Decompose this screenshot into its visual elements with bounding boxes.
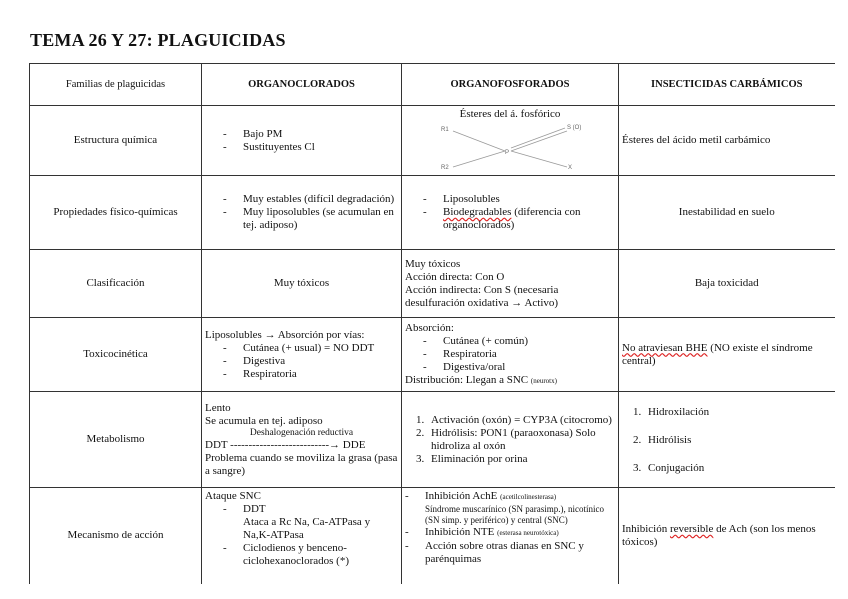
list-item: - Muy liposolubles (se acumulan en tej. adiposo) [223, 206, 398, 232]
list-item: - Acción sobre otras dianas en SNC y parénquimas [405, 540, 615, 566]
cell-of-toxicocinetica [402, 318, 619, 392]
nte-note: (esterasa neurotóxica) [497, 529, 559, 537]
row-estructura [30, 106, 835, 176]
row-mecanismo [30, 488, 835, 584]
list-item: - Cutánea (+ usual) = NO DDT [223, 342, 398, 355]
cell-oc-mecanismo [202, 488, 402, 584]
text-line: Acción directa: Con O [405, 270, 505, 283]
list-item [405, 490, 615, 526]
row-label-mecanismo: Mecanismo de acción [30, 488, 202, 584]
neurotx-note: (neurotx) [530, 376, 557, 385]
list-item: - Sustituyentes Cl [223, 141, 398, 154]
pesticides-table [29, 63, 835, 584]
list-item: 2. Hidrólisis [644, 426, 832, 454]
row-label-propiedades: Propiedades físico-químicas [30, 176, 202, 250]
row-clasificacion [30, 250, 835, 318]
list-item: 3. Conjugación [644, 454, 832, 482]
row-label-metabolismo: Metabolismo [30, 392, 202, 488]
list-item [423, 206, 615, 232]
row-label-estructura: Estructura química [30, 106, 202, 176]
cell-carb-mecanismo [619, 488, 835, 584]
row-toxicocinetica [30, 318, 835, 392]
carb-mech-reversible: reversible [669, 522, 714, 535]
text-line: Ataque SNC [205, 490, 261, 502]
carb-mech-c: de Ach (son los menos tóxicos) [622, 522, 816, 548]
list-item: - Bajo PM [223, 128, 398, 141]
list-item: 1. Hidroxilación [644, 398, 832, 426]
header-organofosforados: ORGANOFOSFORADOS [402, 64, 619, 106]
of-structure-title: Ésteres del á. fosfórico [459, 108, 561, 120]
cell-oc-propiedades [202, 176, 402, 250]
header-families: Familias de plaguicidas [30, 64, 202, 106]
cell-carb-estructura: Ésteres del ácido metil carbámico [619, 106, 835, 176]
r1-label: R1 [441, 127, 449, 133]
text-line: Absorción: [405, 321, 454, 334]
list-item: - Respiratoria [223, 368, 398, 381]
text-line: Acción indirecta: Con S (necesaria desulfuración oxidativa → Activo) [405, 283, 559, 309]
list-item: - Cutánea (+ común) [423, 335, 615, 348]
cell-oc-clasificacion: Muy tóxicos [202, 250, 402, 318]
cell-of-propiedades [402, 176, 619, 250]
cell-of-metabolismo [402, 392, 619, 488]
ddt-label: - DDT [243, 503, 266, 515]
ddt-description: Ataca a Rc Na, Ca-ATPasa y Na,K-ATPasa [243, 516, 371, 541]
cell-of-clasificacion [402, 250, 619, 318]
page-title: TEMA 26 Y 27: PLAGUICIDAS [30, 30, 286, 50]
cell-carb-toxicocinetica [619, 318, 835, 392]
header-carbamicos: INSECTICIDAS CARBÁMICOS [619, 64, 835, 106]
cell-carb-propiedades: Inestabilidad en suelo [619, 176, 835, 250]
ache-note: (acetilcolinesterasa) [500, 493, 557, 501]
nte-label: Inhibición NTE [425, 526, 495, 538]
ache-label: Inhibición AchE [425, 490, 498, 502]
row-propiedades [30, 176, 835, 250]
bhe-text: No atraviesan BHE [622, 341, 708, 354]
cell-of-estructura [402, 106, 619, 176]
cell-oc-toxicocinetica [202, 318, 402, 392]
distribution-text: Distribución: Llegan a SNC [405, 373, 529, 386]
row-label-toxicocinetica: Toxicocinética [30, 318, 202, 392]
row-metabolismo [30, 392, 835, 488]
text-line: Problema cuando se moviliza la grasa (pasa a sangre) [205, 451, 398, 477]
list-item: 2. Hidrólisis: PON1 (paraoxonasa) Solo hidroliza al oxón [427, 427, 615, 453]
list-item [223, 503, 398, 542]
cell-oc-estructura [202, 106, 402, 176]
r2-label: R2 [441, 165, 449, 171]
text-line: Liposolubles → Absorción por vías: [205, 328, 365, 341]
cell-carb-metabolismo [619, 392, 835, 488]
ddt-dde-line: DDT ---------------------------→ DDE [205, 438, 366, 451]
text-line: Se acumula en tej. adiposo [205, 414, 323, 427]
carb-mech-a: Inhibición [622, 522, 670, 535]
list-item [405, 526, 615, 540]
text-line [405, 374, 615, 388]
s-label: S (O) [567, 125, 582, 131]
biodegradables-note: (diferencia con organoclorados) [443, 206, 581, 231]
text-line: Lento [205, 401, 231, 414]
list-item: - Muy estables (difícil degradación) [223, 193, 398, 206]
header-row [30, 64, 835, 106]
list-item: - Digestiva/oral [423, 361, 615, 374]
x-label: X [568, 165, 573, 171]
header-organoclorados: ORGANOCLORADOS [202, 64, 402, 106]
cell-carb-clasificacion: Baja toxicidad [619, 250, 835, 318]
cell-of-mecanismo [402, 488, 619, 584]
text-line: Muy tóxicos [405, 257, 461, 270]
list-item: - Digestiva [223, 355, 398, 368]
row-label-clasificacion: Clasificación [30, 250, 202, 318]
list-item: - Ciclodienos y benceno-ciclohexanoclorados (*) [223, 542, 398, 568]
deshalogenacion-label: Deshalogenación reductiva [249, 427, 354, 438]
ache-description: Síndrome muscarínico (SN parasimp.), nicotínico (SN simp. y periférico) y central (SNC) [425, 504, 604, 525]
cell-oc-metabolismo [202, 392, 402, 488]
list-item: 1. Activación (oxón) = CYP3A (citocromo) [427, 414, 615, 427]
bhe-note: (NO existe el síndrome central) [622, 341, 813, 367]
phosphate-ester-structure [435, 121, 585, 171]
list-item: - Liposolubles [423, 193, 615, 206]
p-label: P [505, 150, 510, 156]
list-item: - Respiratoria [423, 348, 615, 361]
list-item: 3. Eliminación por orina [427, 453, 615, 466]
biodegradables-text: Biodegradables [443, 206, 512, 218]
